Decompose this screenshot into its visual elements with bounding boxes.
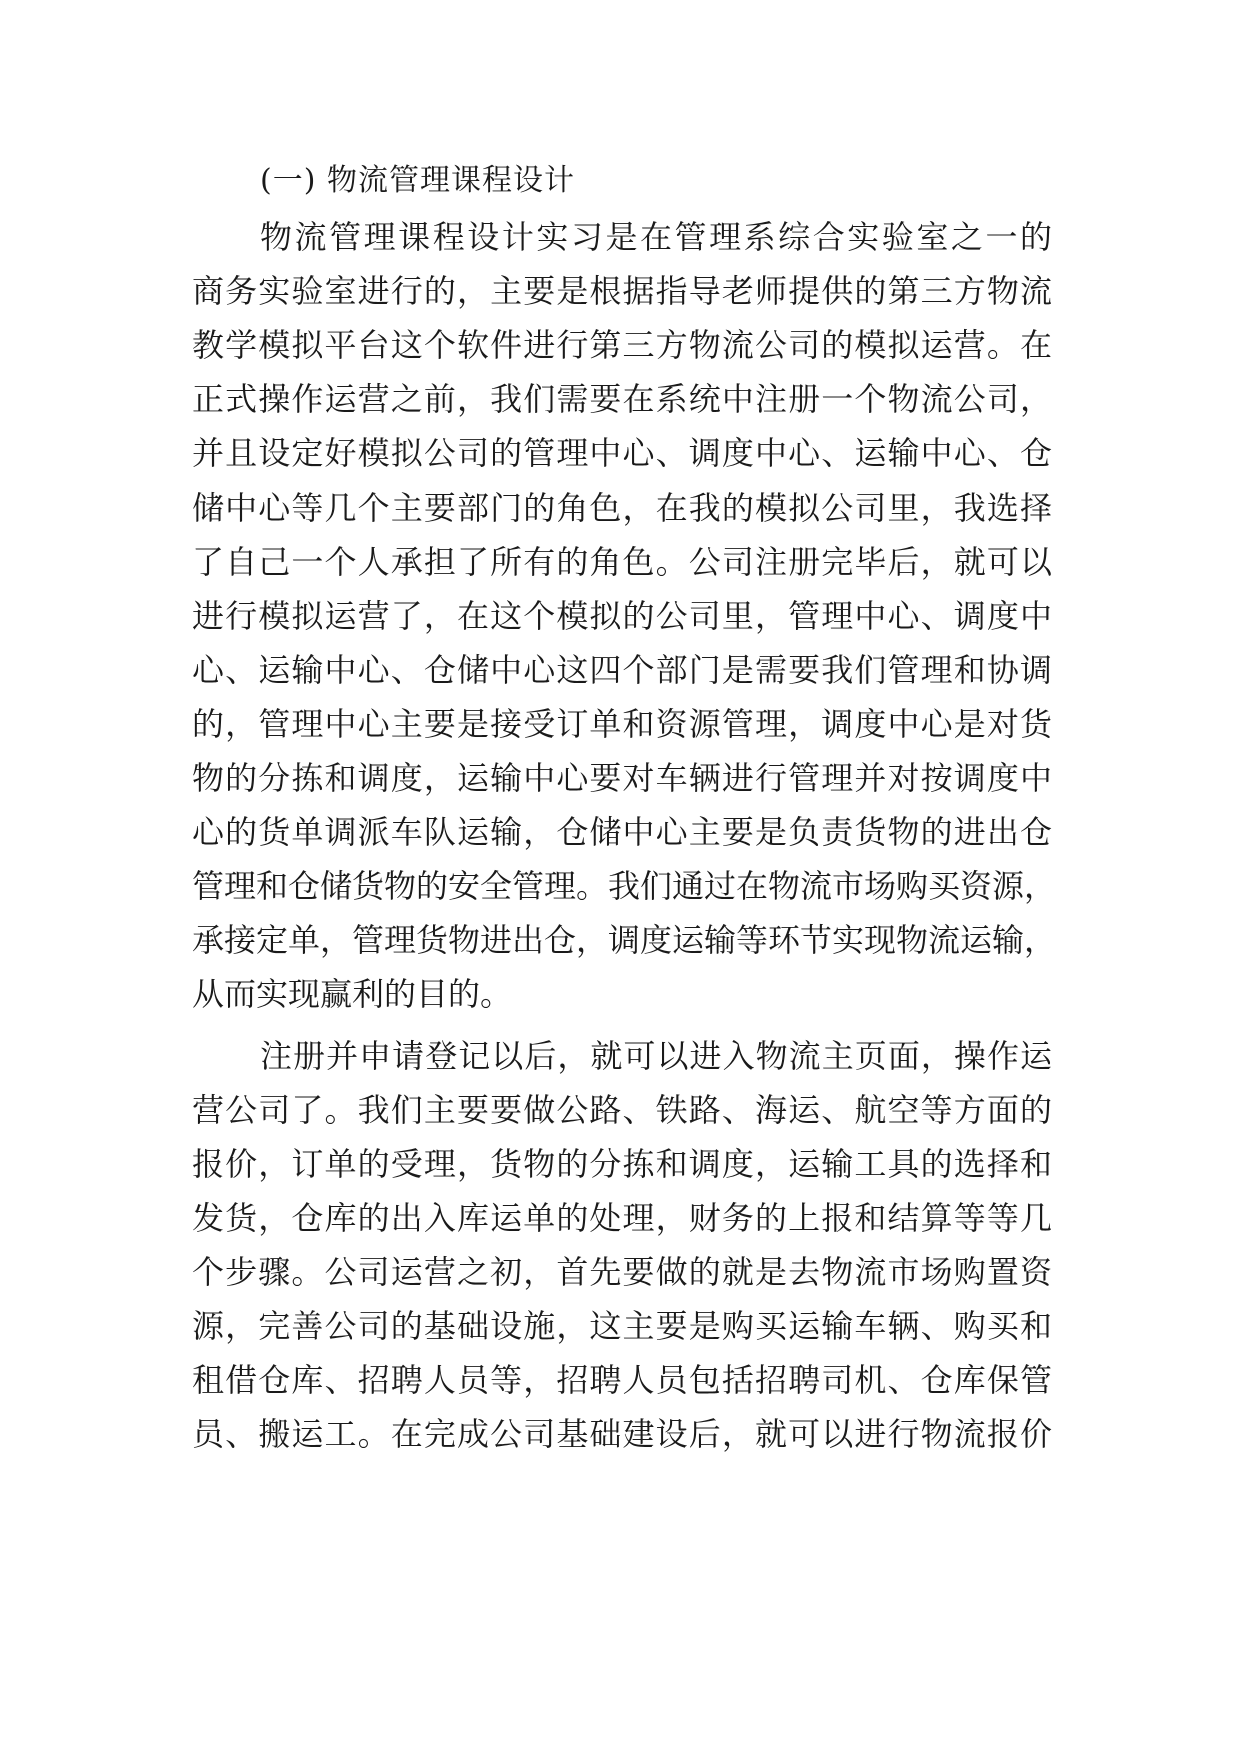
text-line: 教学模拟平台这个软件进行第三方物流公司的模拟运营。在 xyxy=(192,326,1052,364)
text-line: 营公司了。我们主要要做公路、铁路、海运、航空等方面的 xyxy=(192,1091,1052,1129)
text-line: 心、运输中心、仓储中心这四个部门是需要我们管理和协调 xyxy=(192,651,1052,689)
text-line: 进行模拟运营了，在这个模拟的公司里，管理中心、调度中 xyxy=(192,597,1052,635)
text-line: 储中心等几个主要部门的角色，在我的模拟公司里，我选择 xyxy=(192,489,1052,527)
text-line: 注册并申请登记以后，就可以进入物流主页面，操作运 xyxy=(260,1037,1052,1075)
text-line: 源，完善公司的基础设施，这主要是购买运输车辆、购买和 xyxy=(192,1307,1052,1345)
text-line: 报价，订单的受理，货物的分拣和调度，运输工具的选择和 xyxy=(192,1145,1052,1183)
text-line: 心的货单调派车队运输，仓储中心主要是负责货物的进出仓 xyxy=(192,813,1052,851)
text-line: 了自己一个人承担了所有的角色。公司注册完毕后，就可以 xyxy=(192,543,1052,581)
text-line: 管理和仓储货物的安全管理。我们通过在物流市场购买资源， xyxy=(192,867,1057,905)
text-line: 并且设定好模拟公司的管理中心、调度中心、运输中心、仓 xyxy=(192,434,1052,472)
text-line: 商务实验室进行的，主要是根据指导老师提供的第三方物流 xyxy=(192,272,1052,310)
text-line: 个步骤。公司运营之初，首先要做的就是去物流市场购置资 xyxy=(192,1253,1052,1291)
text-line: 的，管理中心主要是接受订单和资源管理，调度中心是对货 xyxy=(192,705,1052,743)
text-line: 员、搬运工。在完成公司基础建设后，就可以进行物流报价 xyxy=(192,1415,1052,1453)
text-line: 物流管理课程设计实习是在管理系综合实验室之一的 xyxy=(260,218,1052,256)
text-line: 承接定单，管理货物进出仓，调度运输等环节实现物流运输， xyxy=(192,921,1057,959)
section-heading: (一) 物流管理课程设计 xyxy=(260,163,575,198)
text-line: 发货，仓库的出入库运单的处理，财务的上报和结算等等几 xyxy=(192,1199,1052,1237)
text-line: 正式操作运营之前，我们需要在系统中注册一个物流公司， xyxy=(192,380,1052,418)
text-line: 租借仓库、招聘人员等，招聘人员包括招聘司机、仓库保管 xyxy=(192,1361,1052,1399)
text-line: 从而实现赢利的目的。 xyxy=(192,975,513,1013)
text-line: 物的分拣和调度，运输中心要对车辆进行管理并对按调度中 xyxy=(192,759,1052,797)
